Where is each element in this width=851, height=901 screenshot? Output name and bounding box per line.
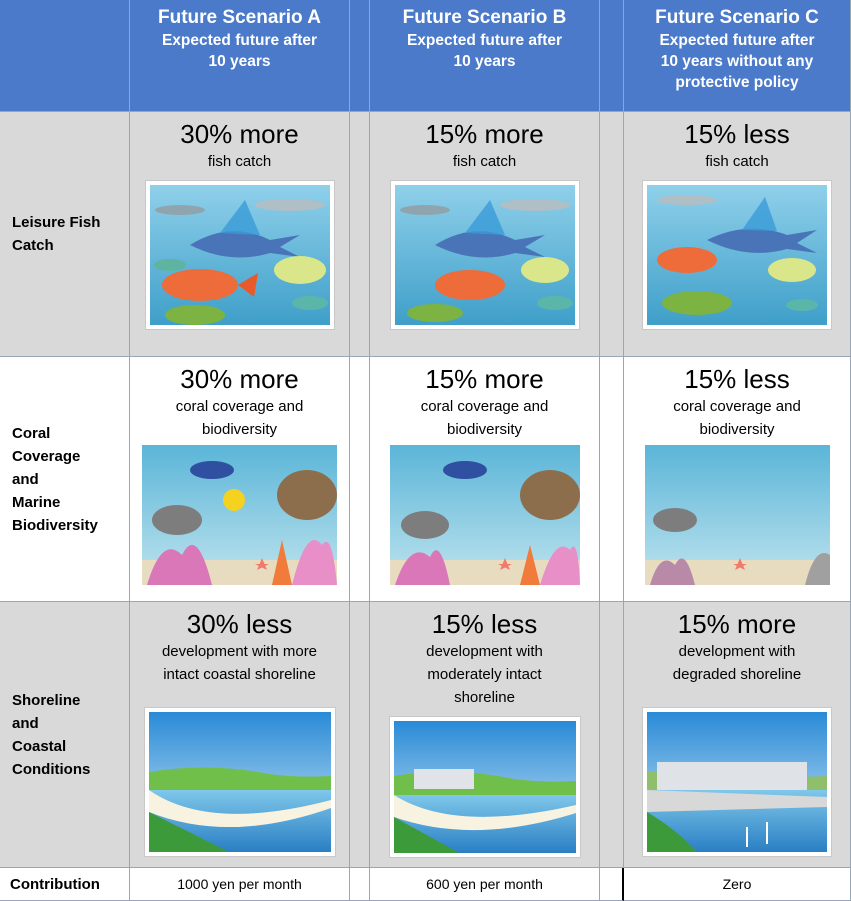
cell-value: 15% more (425, 364, 544, 394)
cell-description: fish catch (452, 153, 517, 170)
fish-illustration (391, 181, 579, 329)
fish-illustration (643, 181, 831, 329)
cell-description: fish catch (705, 153, 769, 170)
spacer (350, 868, 370, 901)
cell-fish-b (370, 112, 600, 357)
header-scenario-b (370, 0, 600, 112)
cell-value: 15% more (677, 609, 797, 639)
shoreline-illustration (643, 708, 831, 856)
row-label-coral (0, 357, 130, 602)
cell-description: moderately intact (427, 666, 542, 683)
corner-cell (0, 0, 130, 112)
coral-illustration (645, 445, 830, 585)
contribution-a: 1000 yen per month (130, 868, 350, 901)
cell-description: fish catch (207, 153, 272, 170)
fish-illustration (146, 181, 334, 329)
row-label-line: Marine (12, 493, 61, 511)
spacer (600, 602, 624, 868)
header-subtitle: 10 years without any (660, 53, 814, 70)
header-scenario-a (130, 0, 350, 112)
spacer (600, 0, 624, 112)
spacer (600, 357, 624, 602)
cell-description: development with (678, 643, 796, 660)
row-label-line: and (12, 714, 39, 732)
row-label-line: Conditions (12, 760, 91, 778)
cell-fish-c (624, 112, 851, 357)
spacer (350, 0, 370, 112)
header-title: Future Scenario A (158, 7, 321, 28)
row-label-fish (0, 112, 130, 357)
cell-coral-b (370, 357, 600, 602)
cell-description: development with more (161, 643, 318, 660)
cell-coral-c (624, 357, 851, 602)
spacer (600, 112, 624, 357)
contribution-b: 600 yen per month (370, 868, 600, 901)
row-label-line: and (12, 470, 39, 488)
contribution-c: Zero (624, 868, 851, 901)
row-label-line: Coral (12, 424, 51, 442)
row-label-shoreline (0, 602, 130, 868)
cell-value: 15% less (684, 364, 790, 394)
spacer (600, 868, 624, 901)
cell-description: biodiversity (201, 421, 278, 438)
cell-description: biodiversity (446, 421, 523, 438)
coral-illustration (390, 445, 580, 585)
spacer (350, 602, 370, 868)
header-title: Future Scenario B (402, 7, 567, 28)
header-subtitle: 10 years (453, 53, 516, 70)
cell-description: coral coverage and (175, 398, 304, 415)
cell-shore-b (370, 602, 600, 868)
cell-description: development with (426, 643, 543, 660)
row-label-line: Leisure Fish (12, 214, 101, 231)
row-label-line: Biodiversity (12, 516, 98, 534)
header-subtitle: Expected future after (659, 32, 815, 49)
spacer (350, 112, 370, 357)
cell-value: 30% more (180, 119, 299, 149)
row-label-line: Catch (12, 237, 54, 254)
cell-value: 30% less (186, 609, 293, 639)
row-label-line: Coastal (12, 737, 67, 755)
row-label-line: Shoreline (12, 691, 81, 709)
coral-illustration (142, 445, 337, 585)
cell-value: 15% less (684, 119, 790, 149)
cell-fish-a (130, 112, 350, 357)
header-subtitle: protective policy (675, 74, 799, 91)
header-title: Future Scenario C (655, 7, 819, 28)
cell-description: degraded shoreline (672, 666, 802, 683)
header-scenario-c (624, 0, 851, 112)
cell-shore-a (130, 602, 350, 868)
contribution-label: Contribution (0, 868, 130, 901)
header-subtitle: Expected future after (406, 32, 563, 49)
header-subtitle: 10 years (208, 53, 271, 70)
cell-description: biodiversity (699, 421, 775, 438)
cell-description: coral coverage and (673, 398, 801, 415)
cell-value: 15% more (425, 119, 544, 149)
cell-value: 15% less (431, 609, 538, 639)
header-subtitle: Expected future after (161, 32, 318, 49)
cell-description: intact coastal shoreline (163, 666, 316, 683)
cell-value: 30% more (180, 364, 299, 394)
cell-description: shoreline (454, 689, 515, 706)
cell-coral-a (130, 357, 350, 602)
spacer (350, 357, 370, 602)
cell-description: coral coverage and (420, 398, 549, 415)
cell-shore-c (624, 602, 851, 868)
row-label-line: Coverage (12, 447, 81, 465)
shoreline-illustration (390, 717, 580, 857)
shoreline-illustration (145, 708, 335, 856)
